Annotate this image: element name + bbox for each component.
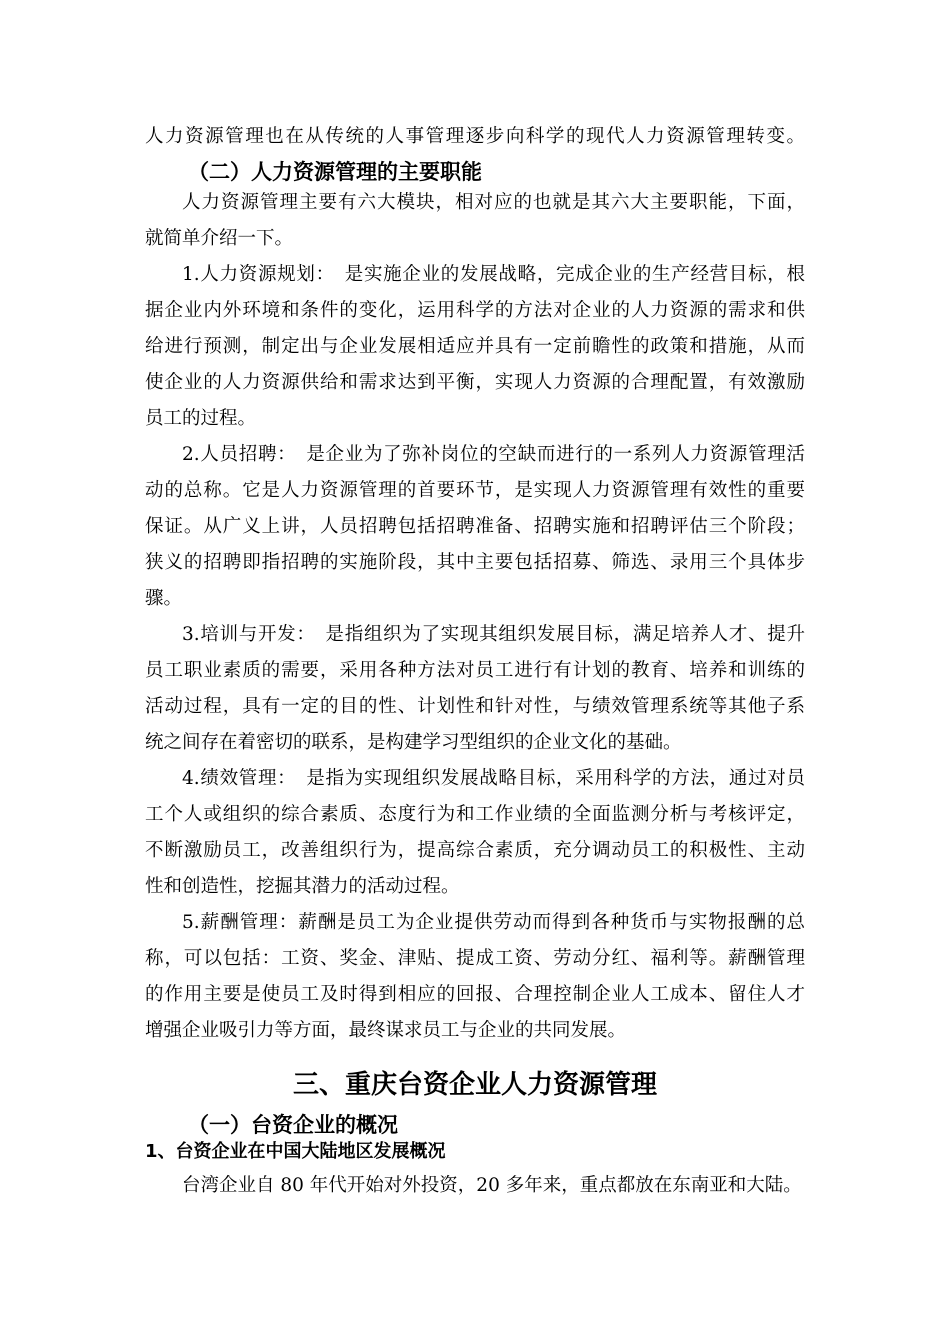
item1-line-1: 1.人力资源规划： 是实施企业的发展战略，完成企业的生产经营目标，根 <box>182 264 805 285</box>
item3-line-4: 统之间存在着密切的联系，是构建学习型组织的企业文化的基础。 <box>145 732 682 753</box>
intro-line: 人力资源管理也在从传统的人事管理逐步向科学的现代人力资源管理转变。 <box>145 126 805 147</box>
item1-line-4: 使企业的人力资源供给和需求达到平衡，实现人力资源的合理配置，有效激励 <box>145 372 805 393</box>
item3-line-3: 活动过程，具有一定的目的性、计划性和针对性，与绩效管理系统等其他子系 <box>145 696 805 717</box>
item1-line-3: 给进行预测，制定出与企业发展相适应并具有一定前瞻性的政策和措施，从而 <box>145 336 805 357</box>
item2-line-2: 动的总称。它是人力资源管理的首要环节，是实现人力资源管理有效性的重要 <box>145 480 805 501</box>
item3-line-1: 3.培训与开发： 是指组织为了实现其组织发展目标，满足培养人才、提升 <box>182 624 805 645</box>
item5-line-3: 的作用主要是使员工及时得到相应的回报、合理控制企业人工成本、留住人才 <box>145 984 805 1005</box>
item4-line-3: 不断激励员工，改善组织行为，提高综合素质，充分调动员工的积极性、主动 <box>145 840 805 861</box>
subsection-heading: 1、台资企业在中国大陆地区发展概况 <box>145 1141 446 1162</box>
item4-line-4: 性和创造性，挖掘其潜力的活动过程。 <box>145 876 460 897</box>
chapter-three-heading: 三、重庆台资企业人力资源管理 <box>292 1070 657 1100</box>
section-one-heading: （一）台资企业的概况 <box>188 1113 398 1137</box>
item5-line-2: 称，可以包括：工资、奖金、津贴、提成工资、劳动分红、福利等。薪酬管理 <box>145 948 805 969</box>
item4-line-1: 4.绩效管理： 是指为实现组织发展战略目标，采用科学的方法，通过对员 <box>182 768 805 789</box>
item2-line-4: 狭义的招聘即指招聘的实施阶段，其中主要包括招募、筛选、录用三个具体步 <box>145 552 805 573</box>
item5-line-4: 增强企业吸引力等方面，最终谋求员工与企业的共同发展。 <box>145 1020 627 1041</box>
item4-line-2: 工个人或组织的综合素质、态度行为和工作业绩的全面监测分析与考核评定， <box>145 804 805 825</box>
item5-line-1: 5.薪酬管理：薪酬是员工为企业提供劳动而得到各种货币与实物报酬的总 <box>182 912 805 933</box>
item2-line-3: 保证。从广义上讲，人员招聘包括招聘准备、招聘实施和招聘评估三个阶段； <box>145 516 805 537</box>
item3-line-2: 员工职业素质的需要，采用各种方法对员工进行有计划的教育、培养和训练的 <box>145 660 805 681</box>
overview-line-2: 就简单介绍一下。 <box>145 228 294 249</box>
section-two-heading: （二）人力资源管理的主要职能 <box>188 160 482 184</box>
final-line: 台湾企业自 80 年代开始对外投资，20 多年来，重点都放在东南亚和大陆。 <box>182 1175 802 1196</box>
item2-line-5: 骤。 <box>145 588 183 609</box>
overview-line-1: 人力资源管理主要有六大模块，相对应的也就是其六大主要职能，下面， <box>182 192 805 213</box>
item1-line-2: 据企业内外环境和条件的变化，运用科学的方法对企业的人力资源的需求和供 <box>145 300 805 321</box>
item2-line-1: 2.人员招聘： 是企业为了弥补岗位的空缺而进行的一系列人力资源管理活 <box>182 444 805 465</box>
item1-line-5: 员工的过程。 <box>145 408 257 429</box>
